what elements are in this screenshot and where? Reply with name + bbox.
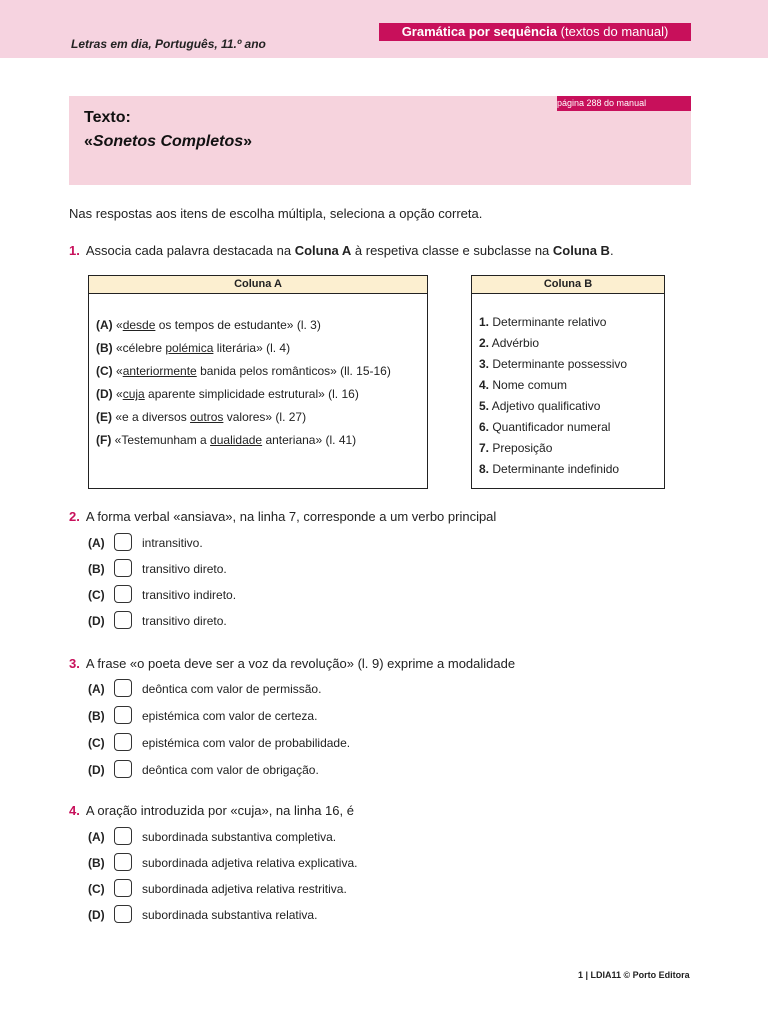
- option-text: subordinada adjetiva relativa restritiva.: [142, 882, 347, 897]
- column-a-item[interactable]: [96, 383, 391, 406]
- item-number: 3.: [479, 357, 490, 371]
- item-text: Advérbio: [489, 336, 540, 350]
- item-text: Adjetivo qualificativo: [489, 399, 601, 413]
- column-b-item[interactable]: [479, 354, 627, 375]
- question-number: 3.: [69, 656, 80, 671]
- series-title: Gramática por sequência: [401, 24, 558, 39]
- question-number: 1.: [69, 243, 80, 258]
- answer-checkbox[interactable]: [114, 760, 132, 778]
- item-post: aparente simplicidade estrutural» (l. 16): [144, 387, 359, 401]
- item-post: banida pelos românticos» (ll. 15-16): [196, 364, 391, 378]
- option-letter: (A): [88, 536, 105, 551]
- text-title-name: Sonetos Completos: [92, 133, 244, 150]
- item-post: valores» (l. 27): [223, 410, 307, 424]
- option-letter: (A): [88, 682, 105, 697]
- answer-checkbox[interactable]: [114, 905, 132, 923]
- column-a-item[interactable]: [96, 406, 391, 429]
- text-label: Texto:: [84, 109, 131, 126]
- option-text: epistémica com valor de certeza.: [142, 709, 318, 724]
- series-subtitle: (textos do manual): [557, 24, 669, 39]
- item-number: 4.: [479, 378, 490, 392]
- q3-option-d[interactable]: [88, 762, 319, 782]
- option-text: intransitivo.: [142, 536, 203, 551]
- option-text: subordinada adjetiva relativa explicativa.: [142, 856, 358, 871]
- option-text: transitivo indireto.: [142, 588, 237, 603]
- option-text: transitivo direto.: [142, 614, 227, 629]
- item-post: os tempos de estudante» (l. 3): [155, 318, 321, 332]
- option-letter: (B): [88, 562, 105, 577]
- question-number: 4.: [69, 803, 80, 818]
- item-text: Determinante possessivo: [489, 357, 628, 371]
- column-b-items: [479, 312, 627, 480]
- item-number: 8.: [479, 462, 490, 476]
- column-b-item[interactable]: [479, 312, 627, 333]
- q3-option-b[interactable]: [88, 708, 317, 728]
- highlighted-word: anteriormente: [122, 364, 197, 378]
- item-pre: «Testemunham a: [111, 433, 211, 447]
- column-b-table: [471, 275, 665, 489]
- column-b-item[interactable]: [479, 438, 627, 459]
- column-b-item[interactable]: [479, 396, 627, 417]
- item-letter: (F): [96, 433, 112, 447]
- highlighted-word: polémica: [165, 341, 214, 355]
- option-text: subordinada substantiva completiva.: [142, 830, 337, 845]
- option-letter: (C): [88, 882, 105, 897]
- column-a-item[interactable]: [96, 337, 391, 360]
- answer-checkbox[interactable]: [114, 879, 132, 897]
- text-info-box: [69, 96, 691, 185]
- question-3: [69, 656, 515, 671]
- answer-checkbox[interactable]: [114, 585, 132, 603]
- q4-option-a[interactable]: [88, 829, 336, 849]
- option-letter: (B): [88, 709, 105, 724]
- book-title: Letras em dia, Português, 11.º ano: [71, 37, 266, 51]
- item-letter: (C): [96, 364, 113, 378]
- instructions: Nas respostas aos itens de escolha múltipla, seleciona a opção correta.: [69, 206, 483, 221]
- item-number: 6.: [479, 420, 490, 434]
- answer-checkbox[interactable]: [114, 559, 132, 577]
- option-letter: (B): [88, 856, 105, 871]
- option-text: epistémica com valor de probabilidade.: [142, 736, 351, 751]
- column-a-item[interactable]: [96, 360, 391, 383]
- series-tag: [379, 23, 691, 41]
- column-a-items: [96, 314, 391, 452]
- answer-checkbox[interactable]: [114, 827, 132, 845]
- q4-option-c[interactable]: [88, 881, 347, 901]
- item-text: Nome comum: [489, 378, 568, 392]
- answer-checkbox[interactable]: [114, 679, 132, 697]
- item-post: literária» (l. 4): [213, 341, 291, 355]
- question-1: [69, 243, 614, 258]
- option-text: transitivo direto.: [142, 562, 227, 577]
- item-text: Determinante relativo: [489, 315, 607, 329]
- q2-option-d[interactable]: [88, 613, 227, 633]
- option-letter: (D): [88, 908, 105, 923]
- q4-option-b[interactable]: [88, 855, 357, 875]
- question-text: A frase «o poeta deve ser a voz da revolução» (l. 9) exprime a modalidade: [85, 656, 516, 671]
- highlighted-word: desde: [122, 318, 156, 332]
- item-pre: «: [112, 318, 123, 332]
- highlighted-word: outros: [190, 410, 224, 424]
- item-text: Quantificador numeral: [489, 420, 611, 434]
- option-letter: (D): [88, 614, 105, 629]
- q1-text-a: Associa cada palavra destacada na: [85, 243, 295, 258]
- q2-option-b[interactable]: [88, 561, 227, 581]
- option-letter: (C): [88, 736, 105, 751]
- item-number: 2.: [479, 336, 490, 350]
- highlighted-word: cuja: [122, 387, 145, 401]
- open-quote: «: [84, 133, 93, 150]
- text-title: [84, 133, 252, 151]
- item-number: 7.: [479, 441, 490, 455]
- item-letter: (B): [96, 341, 113, 355]
- question-text: A oração introduzida por «cuja», na linha 16, é: [85, 803, 354, 818]
- item-number: 5.: [479, 399, 490, 413]
- column-b-item[interactable]: [479, 417, 627, 438]
- q3-option-a[interactable]: [88, 681, 321, 701]
- q1-col-a-ref: Coluna A: [294, 243, 352, 258]
- q3-option-c[interactable]: [88, 735, 350, 755]
- q2-option-a[interactable]: [88, 535, 203, 555]
- item-pre: «: [112, 387, 123, 401]
- question-2: [69, 509, 496, 524]
- column-b-item[interactable]: [479, 333, 627, 354]
- q2-option-c[interactable]: [88, 587, 236, 607]
- item-pre: «célebre: [112, 341, 166, 355]
- page-footer: 1 | LDIA11 © Porto Editora: [578, 970, 690, 980]
- column-b-item[interactable]: [479, 459, 627, 480]
- option-text: subordinada substantiva relativa.: [142, 908, 318, 923]
- item-letter: (D): [96, 387, 113, 401]
- q1-text-c: .: [609, 243, 614, 258]
- item-number: 1.: [479, 315, 490, 329]
- answer-checkbox[interactable]: [114, 706, 132, 724]
- question-4: [69, 803, 354, 818]
- answer-checkbox[interactable]: [114, 733, 132, 751]
- q1-col-b-ref: Coluna B: [552, 243, 610, 258]
- option-text: deôntica com valor de obrigação.: [142, 763, 319, 778]
- item-text: Preposição: [489, 441, 553, 455]
- answer-checkbox[interactable]: [114, 853, 132, 871]
- close-quote: »: [243, 133, 253, 150]
- item-pre: «: [112, 364, 123, 378]
- option-letter: (A): [88, 830, 105, 845]
- q4-option-d[interactable]: [88, 907, 317, 927]
- item-letter: (A): [96, 318, 113, 332]
- answer-checkbox[interactable]: [114, 611, 132, 629]
- column-a-header: Coluna A: [89, 276, 427, 294]
- option-letter: (C): [88, 588, 105, 603]
- question-text: A forma verbal «ansiava», na linha 7, corresponde a um verbo principal: [85, 509, 497, 524]
- highlighted-word: dualidade: [210, 433, 263, 447]
- option-text: deôntica com valor de permissão.: [142, 682, 322, 697]
- item-pre: «e a diversos: [112, 410, 191, 424]
- question-number: 2.: [69, 509, 80, 524]
- q1-text-b: à respetiva classe e subclasse na: [351, 243, 553, 258]
- column-a-table: [88, 275, 428, 489]
- item-letter: (E): [96, 410, 112, 424]
- answer-checkbox[interactable]: [114, 533, 132, 551]
- page-reference: página 288 do manual: [557, 96, 691, 111]
- column-a-item[interactable]: [96, 429, 391, 452]
- option-letter: (D): [88, 763, 105, 778]
- column-b-header: Coluna B: [472, 276, 664, 294]
- item-post: anteriana» (l. 41): [262, 433, 357, 447]
- column-a-item[interactable]: [96, 314, 391, 337]
- item-text: Determinante indefinido: [489, 462, 620, 476]
- column-b-item[interactable]: [479, 375, 627, 396]
